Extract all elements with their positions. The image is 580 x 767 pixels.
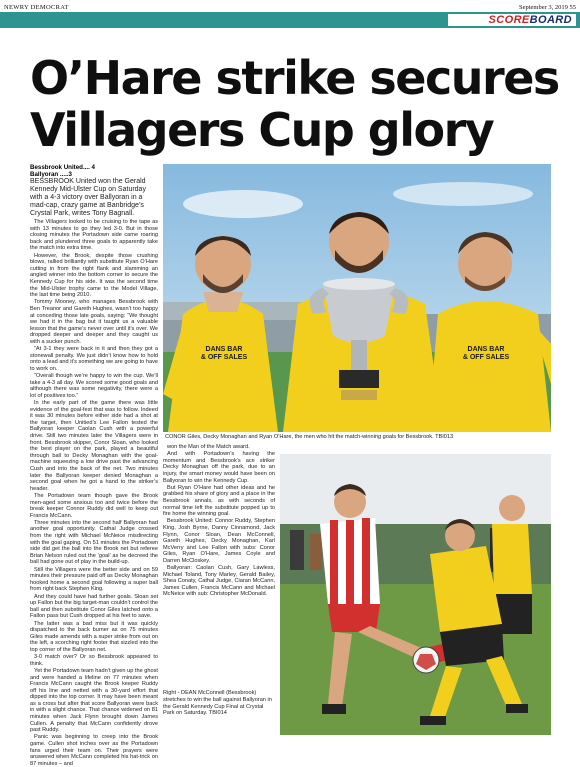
section-label-board: BOARD [529,14,572,26]
article-column-1 [30,164,158,767]
section-label-score: SCORE [488,14,530,26]
article-paragraph: The Portadown team though gave the Brook men-aged some anxious too and twice before the break keeper Connor Ruddy did well to keep out Francis McCann. [30,492,158,519]
action-photo-caption: Right - DEAN McConnell (Bessbrook) stretches to win the ball against Ballyoran in the Gerald Kennedy Cup Final at Crystal Park on Saturday. TBI014 [163,690,272,717]
article-paragraph: Tommy Mooney, who manages Bessbrook with Ben Treanor and Gareth Hughes, wasn’t too happy at conceding those late goals, saying: “We thought we had it in the bag but it taught us a valuable lesson that the game’s never over until it’s over. We dropped deeper and deeper and they caught us with a sucker punch. [30,299,158,345]
section-label [489,14,572,26]
article-paragraph: “Overall though we’re happy to win the cup. We’ll take a 4-3 all day. We scored some good goals and although there was some negativity, there were a lot of positives too.” [30,373,158,399]
article-paragraph: Bessbrook United: Connor Ruddy, Stephen King, Josh Byrne, Danny Cinnamond, Jack Flynn, Conor Sloan, Dean McConnell, Gareth Hughes, Decky Monaghan, Karl McVerry and Lee Fallon with subs: Conor Giles, Ryan O’Hare, James Coyle and Darren McCloskey. [163,518,275,564]
article-paragraph: Ballyoran: Caolan Cush, Gary Lawless, Michael Toland, Tony Marley, Gerald Bailey, Shea Conaty, Cathal Judge, Ciaran McCann, James Cullen, Francis McCann and Michael McNeice with sub: Christopher McDonald. [163,565,275,598]
article-column-2 [163,444,275,619]
celebration-photo-caption: CONOR Giles, Decky Monaghan and Ryan O’Hare, the men who hit the match-winning goals for Bessbrook. TBI013 [165,434,454,440]
article-lead: BESSBROOK United won the Gerald Kennedy Mid-Ulster Cup on Saturday with a 4-3 victory over Ballyoran in a mad-cap, crazy game at Banbridge’s Crystal Park, writes Tony Bagnall. [30,178,146,217]
scoreline-away: Ballyoran .....3 [30,171,72,178]
celebration-photo-image [163,164,551,432]
article-paragraph: But Ryan O’Hare had other ideas and he grabbed his share of glory and a place in the Bessbrook annals, as with seconds of normal time left the substitute popped up to fire home the winning goal. [163,484,275,518]
date-page-number: September 3, 2019 55 [518,4,576,11]
article-paragraph: won the Man of the Match award. [167,444,250,450]
shirt-sponsor-left [191,346,257,362]
scoreline-home: Bessbrook United.... 4 [30,164,95,171]
article-paragraph: Panic was beginning to creep into the Brook game. Cullen shot inches over as the Portadown fans urged their team on. Their prayers were answered when McCann completed his hat-trick on 87 minutes – and [30,734,158,767]
article-paragraph: However, the Brook, despite those crushing blows, rallied brilliantly with substitute Ryan O’Hare cutting in from the right flank and slamming an angled winner into the bottom corner to secure the Kennedy Cup for his side. It was the second time the Mid-Ulster trophy came to the Model Village, the last time being 2010. [30,252,158,299]
article-paragraph: 3-0 match over? Or so Bessbrook appeared to think. [30,654,158,667]
headline-line-2: Villagers Cup glory [30,103,494,157]
action-photo [280,454,551,735]
article-paragraph: And they could have had further goals. Sloan set up Fallon but the big target-man couldn’t control the ball and then substitute Conor Giles latched onto a Fallon pass but Cush dropped at his feet to save. [30,593,158,620]
article-paragraph: And with Portadown’s having the momentum and Bessbrook’s ace striker Decky Monaghan off the park, due to an injury, the smart money would have been on Ballyoran to win the Kennedy Cup. [163,451,275,484]
celebration-photo [163,164,551,432]
shirt-sponsor-right-line2: & OFF SALES [462,354,510,361]
action-photo-image [280,454,551,735]
article-paragraph: Three minutes into the second half Ballyoran had another goal opportunity. Cathal Judge crossed from the right with Michael McNeice misdirecting with the goal gaping. On 51 minutes the Portadown side did get the ball into the Brook net but referee Brian Nelson ruled out the ‘goal’ as he decreed the ball had gone out of play in the build-up. [30,519,158,566]
shirt-sponsor-left-line1: DANS BAR [205,346,243,353]
shirt-sponsor-left-line2: & OFF SALES [200,354,248,361]
article-paragraph: The latter was a bad miss but it was quickly dispatched to the back burner as on 75 minutes Giles made amends with a super strike from out on the left, a scorching right footer that sizzled into the top corner of the Ballyoran net. [30,620,158,653]
publication-name: NEWRY DEMOCRAT [4,4,69,11]
article-paragraph: In the early part of the game there was little evidence of the goal-fest that was to follow. Indeed it was 30 minutes before either side had a shot at the target, then Unitied’s Lee Fallon tested the Ballyoran keeper Caolan Cush with a powerful drive. Still two minutes later the Villagers were in front. Bessbrook skipper, Conor Sloan, who looked the best player on the park, played a beautiful through ball to Decky Monaghan with the goal-machine squeezing a low drive past the advancing Cush and into the back of the net. Two minutes later the Ballyoran keeper denied Monaghan a second goal when he got a hand to the striker’s header. [30,400,158,492]
shirt-sponsor-right [453,346,519,362]
article-paragraph: “At 3-1 they were back in it and then they got a stonewall penalty. We just didn’t know how to hold onto a lead and it’s something we are going to have to work on. [30,346,158,372]
scoreline [30,164,158,178]
shirt-sponsor-right-line1: DANS BAR [467,346,505,353]
headline [30,52,570,156]
article-paragraph: Yet the Portadown team hadn’t given up the ghost and were handed a lifeline on 77 minutes when Francis McCann caught the Brook keeper Ruddy off his line and netted with a 30-yard effort that dipped into the top corner. It may have been meant as a cross but after that score Ballyoran were back in with a slight chance. That chance widened on 81 minutes when Jack Flynn brought down James Cullen. A penalty that McCann confidently drove past Ruddy. [30,667,158,734]
headline-line-1: O’Hare strike secures [30,51,559,105]
article-paragraph: The Villagers looked to be cruising to the tape as with 13 minutes to go they led 3-0. But in those closing minutes the Portadown side came roaring back and plundered three goals to apparently take the match into extra time. [30,219,158,252]
article-paragraph: Still the Villagers were the better side and on 59 minutes their pressure paid off as Decky Monaghan hooked home a second goal following a super ball from right back Stephen King. [30,566,158,593]
